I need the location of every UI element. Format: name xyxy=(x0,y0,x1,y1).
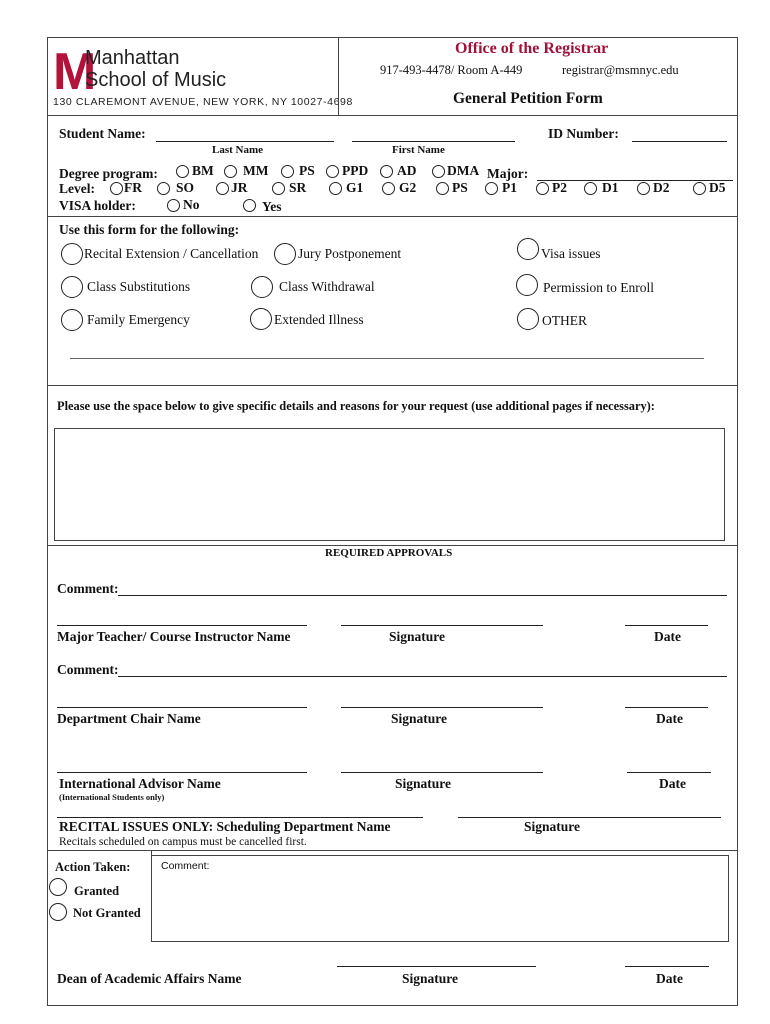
teacher-name-field[interactable] xyxy=(57,625,307,626)
reason-label-recital: Recital Extension / Cancellation xyxy=(84,246,259,261)
degree-program-label: Degree program: xyxy=(59,166,158,181)
comment-field-teacher[interactable] xyxy=(118,595,727,596)
reason-label-permission: Permission to Enroll xyxy=(543,280,654,295)
reason-label-class-sub: Class Substitutions xyxy=(87,279,191,294)
level-radio-so[interactable] xyxy=(157,182,170,195)
action-comment-label: Comment: xyxy=(161,860,210,872)
form-title: General Petition Form xyxy=(453,90,603,107)
reason-radio-family[interactable] xyxy=(61,309,83,331)
level-radio-fr[interactable] xyxy=(110,182,123,195)
reason-radio-other[interactable] xyxy=(517,308,539,330)
degree-radio-ad[interactable] xyxy=(380,165,393,178)
level-radio-g2[interactable] xyxy=(382,182,395,195)
chair-date-field[interactable] xyxy=(625,707,708,708)
dean-name-label: Dean of Academic Affairs Name xyxy=(57,971,242,986)
level-radio-p2[interactable] xyxy=(536,182,549,195)
reason-radio-class-sub[interactable] xyxy=(61,276,83,298)
degree-option-mm: MM xyxy=(243,163,269,178)
id-number-label: ID Number: xyxy=(548,126,619,141)
advisor-date-field[interactable] xyxy=(627,772,711,773)
reason-radio-permission[interactable] xyxy=(516,274,538,296)
not-granted-label: Not Granted xyxy=(73,906,141,920)
degree-radio-bm[interactable] xyxy=(176,165,189,178)
recital-signature-label: Signature xyxy=(524,819,581,834)
degree-option-ad: AD xyxy=(397,163,417,178)
advisor-signature-label: Signature xyxy=(395,776,452,791)
office-title: Office of the Registrar xyxy=(455,40,609,57)
level-option-jr: JR xyxy=(231,180,248,195)
reason-radio-visa[interactable] xyxy=(517,238,539,260)
dean-date-label: Date xyxy=(656,971,683,986)
advisor-name-field[interactable] xyxy=(57,772,307,773)
not-granted-radio[interactable] xyxy=(49,903,67,921)
id-number-field[interactable] xyxy=(632,141,727,142)
degree-radio-ppd[interactable] xyxy=(326,165,339,178)
level-label: Level: xyxy=(59,181,95,196)
granted-radio[interactable] xyxy=(49,878,67,896)
first-name-field[interactable] xyxy=(352,141,515,142)
teacher-date-field[interactable] xyxy=(625,625,708,626)
reason-label-class-withdraw: Class Withdrawal xyxy=(279,279,375,294)
teacher-date-label: Date xyxy=(654,629,681,644)
phone-room: 917-493-4478/ Room A-449 xyxy=(380,63,523,77)
details-instruction: Please use the space below to give specific details and reasons for your request (use additional pages if necessary): xyxy=(57,399,655,413)
level-option-ps: PS xyxy=(452,180,468,195)
action-comment-box[interactable] xyxy=(151,855,729,942)
level-option-p1: P1 xyxy=(502,180,517,195)
major-teacher-label: Major Teacher/ Course Instructor Name xyxy=(57,629,291,644)
reason-radio-jury[interactable] xyxy=(274,243,296,265)
teacher-signature-field[interactable] xyxy=(341,625,543,626)
use-form-heading: Use this form for the following: xyxy=(59,222,240,237)
degree-option-ppd: PPD xyxy=(342,163,369,178)
chair-date-label: Date xyxy=(656,711,683,726)
level-radio-jr[interactable] xyxy=(216,182,229,195)
major-label: Major: xyxy=(487,166,529,181)
level-radio-g1[interactable] xyxy=(329,182,342,195)
comment-field-chair[interactable] xyxy=(118,676,727,677)
logo-line2: School of Music xyxy=(85,69,227,91)
teacher-signature-label: Signature xyxy=(389,629,446,644)
level-radio-sr[interactable] xyxy=(272,182,285,195)
recital-note: Recitals scheduled on campus must be cancelled first. xyxy=(59,836,307,848)
level-radio-d1[interactable] xyxy=(584,182,597,195)
degree-option-ps: PS xyxy=(299,163,315,178)
student-section-rule xyxy=(47,216,738,217)
other-reason-field[interactable] xyxy=(70,358,704,359)
visa-radio-no[interactable] xyxy=(167,199,180,212)
level-option-fr: FR xyxy=(124,180,142,195)
degree-radio-ps[interactable] xyxy=(281,165,294,178)
reason-radio-illness[interactable] xyxy=(250,308,272,330)
first-name-caption: First Name xyxy=(392,144,445,156)
details-textarea[interactable] xyxy=(54,428,725,541)
degree-radio-mm[interactable] xyxy=(224,165,237,178)
reason-label-illness: Extended Illness xyxy=(274,312,364,327)
dean-signature-field[interactable] xyxy=(337,966,536,967)
visa-radio-yes[interactable] xyxy=(243,199,256,212)
recital-signature-field[interactable] xyxy=(458,817,721,818)
comment-label-chair: Comment: xyxy=(57,662,119,677)
logo-m-mark: M xyxy=(53,43,97,101)
dean-signature-label: Signature xyxy=(402,971,459,986)
intl-advisor-label: International Advisor Name xyxy=(59,776,221,791)
reason-label-jury: Jury Postponement xyxy=(298,246,402,261)
level-option-d1: D1 xyxy=(602,180,619,195)
granted-label: Granted xyxy=(74,884,120,898)
degree-option-dma: DMA xyxy=(447,163,480,178)
details-section-rule xyxy=(47,545,738,546)
intl-students-note: (International Students only) xyxy=(59,792,165,802)
level-option-d5: D5 xyxy=(709,180,726,195)
required-approvals-heading: REQUIRED APPROVALS xyxy=(325,547,453,559)
dept-chair-label: Department Chair Name xyxy=(57,711,201,726)
student-name-label: Student Name: xyxy=(59,126,146,141)
level-radio-d2[interactable] xyxy=(637,182,650,195)
level-option-d2: D2 xyxy=(653,180,670,195)
header-bottom-rule xyxy=(47,115,738,116)
reason-radio-class-withdraw[interactable] xyxy=(251,276,273,298)
reason-label-visa: Visa issues xyxy=(541,246,601,261)
chair-name-field[interactable] xyxy=(57,707,307,708)
visa-holder-label: VISA holder: xyxy=(59,198,136,213)
advisor-signature-field[interactable] xyxy=(341,772,543,773)
degree-radio-dma[interactable] xyxy=(432,165,445,178)
last-name-caption: Last Name xyxy=(212,144,264,156)
level-option-p2: P2 xyxy=(552,180,567,195)
advisor-date-label: Date xyxy=(659,776,686,791)
level-radio-d5[interactable] xyxy=(693,182,706,195)
comment-label-teacher: Comment: xyxy=(57,581,119,596)
header-divider xyxy=(338,37,339,115)
degree-option-bm: BM xyxy=(192,163,214,178)
reason-label-family: Family Emergency xyxy=(87,312,190,327)
visa-option-yes: Yes xyxy=(262,199,282,214)
logo-line1: Manhattan xyxy=(85,47,180,69)
level-option-sr: SR xyxy=(289,180,307,195)
recital-name-field[interactable] xyxy=(57,817,423,818)
use-section-rule xyxy=(47,385,738,386)
reason-label-other: OTHER xyxy=(542,313,587,328)
chair-signature-field[interactable] xyxy=(341,707,543,708)
level-radio-p1[interactable] xyxy=(485,182,498,195)
recital-issues-label: RECITAL ISSUES ONLY: Scheduling Department Name xyxy=(59,819,391,834)
reason-radio-recital[interactable] xyxy=(61,243,83,265)
action-taken-label: Action Taken: xyxy=(55,860,131,874)
last-name-field[interactable] xyxy=(156,141,334,142)
dean-date-field[interactable] xyxy=(625,966,709,967)
visa-option-no: No xyxy=(183,197,200,212)
level-option-g1: G1 xyxy=(346,180,364,195)
chair-signature-label: Signature xyxy=(391,711,448,726)
registrar-email: registrar@msmnyc.edu xyxy=(562,63,679,77)
school-address: 130 CLAREMONT AVENUE, NEW YORK, NY 10027-4698 xyxy=(53,96,353,108)
level-option-g2: G2 xyxy=(399,180,417,195)
level-option-so: SO xyxy=(176,180,195,195)
level-radio-ps[interactable] xyxy=(436,182,449,195)
